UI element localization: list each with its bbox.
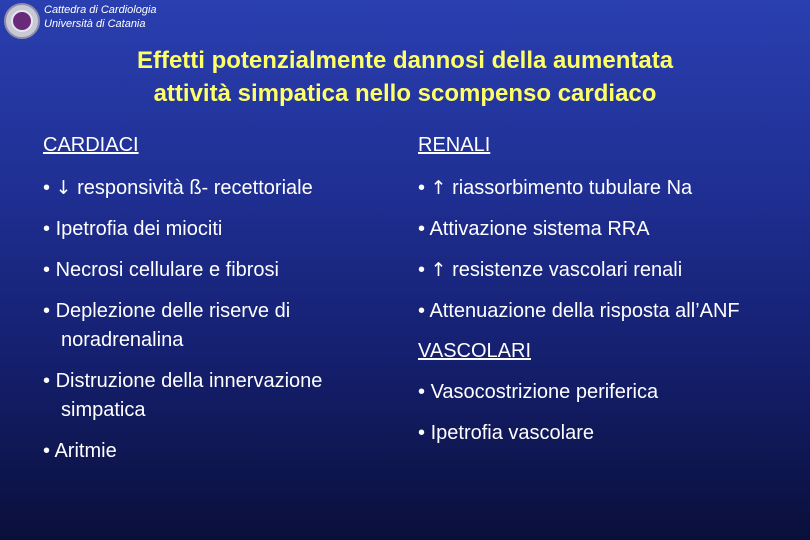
bullet: • (418, 381, 426, 403)
cardiac-heading: CARDIACI (43, 134, 139, 156)
bullet: • (43, 300, 51, 322)
institution-line-2: Università di Catania (44, 18, 146, 30)
list-item (43, 256, 403, 285)
institution-header (44, 3, 157, 31)
institution-line-1: Cattedra di Cardiologia (44, 4, 157, 16)
bullet: • (418, 422, 426, 444)
item-text: riassorbimento tubulare Na (452, 177, 693, 199)
title-line-1: Effetti potenzialmente dannosi della aumentata (136, 47, 674, 74)
list-item (418, 378, 808, 407)
renal-vascular-column (418, 132, 808, 460)
renal-heading: RENALI (418, 134, 491, 156)
bullet: • (418, 177, 426, 199)
item-text: responsività ß- recettoriale (77, 177, 313, 199)
bullet: • (418, 300, 426, 322)
vascular-heading: VASCOLARI (418, 340, 531, 362)
bullet: • (43, 440, 51, 462)
bullet: • (43, 177, 51, 199)
item-text: Necrosi cellulare e fibrosi (55, 259, 279, 281)
up-arrow-icon: ↑ (430, 259, 447, 281)
list-item (43, 367, 403, 425)
item-text: Attivazione sistema RRA (429, 218, 650, 240)
list-item (418, 215, 808, 244)
bullet: • (418, 259, 426, 281)
list-item (43, 215, 403, 244)
item-text: Aritmie (54, 440, 117, 462)
seal-emblem-icon (11, 10, 33, 32)
university-seal-logo (4, 3, 40, 39)
down-arrow-icon: ↓ (55, 177, 72, 199)
list-item (418, 256, 808, 285)
slide-title (0, 44, 810, 110)
list-item (418, 297, 808, 326)
bullet: • (43, 370, 51, 392)
bullet: • (43, 259, 51, 281)
cardiac-column (43, 132, 403, 478)
item-text: resistenze vascolari renali (452, 259, 683, 281)
list-item (43, 174, 403, 203)
item-text: Ipetrofia vascolare (430, 422, 594, 444)
bullet: • (43, 218, 51, 240)
up-arrow-icon: ↑ (430, 177, 447, 199)
item-text: Distruzione della innervazione simpatica (55, 370, 323, 421)
list-item (43, 297, 403, 355)
item-text: Deplezione delle riserve di noradrenalina (55, 300, 291, 351)
list-item (418, 419, 808, 448)
item-text: Attenuazione della risposta all’ANF (429, 300, 740, 322)
title-line-2: attività simpatica nello scompenso cardiaco (153, 80, 657, 107)
item-text: Ipetrofia dei miociti (55, 218, 223, 240)
bullet: • (418, 218, 426, 240)
item-text: Vasocostrizione periferica (430, 381, 659, 403)
list-item (43, 437, 403, 466)
list-item (418, 174, 808, 203)
